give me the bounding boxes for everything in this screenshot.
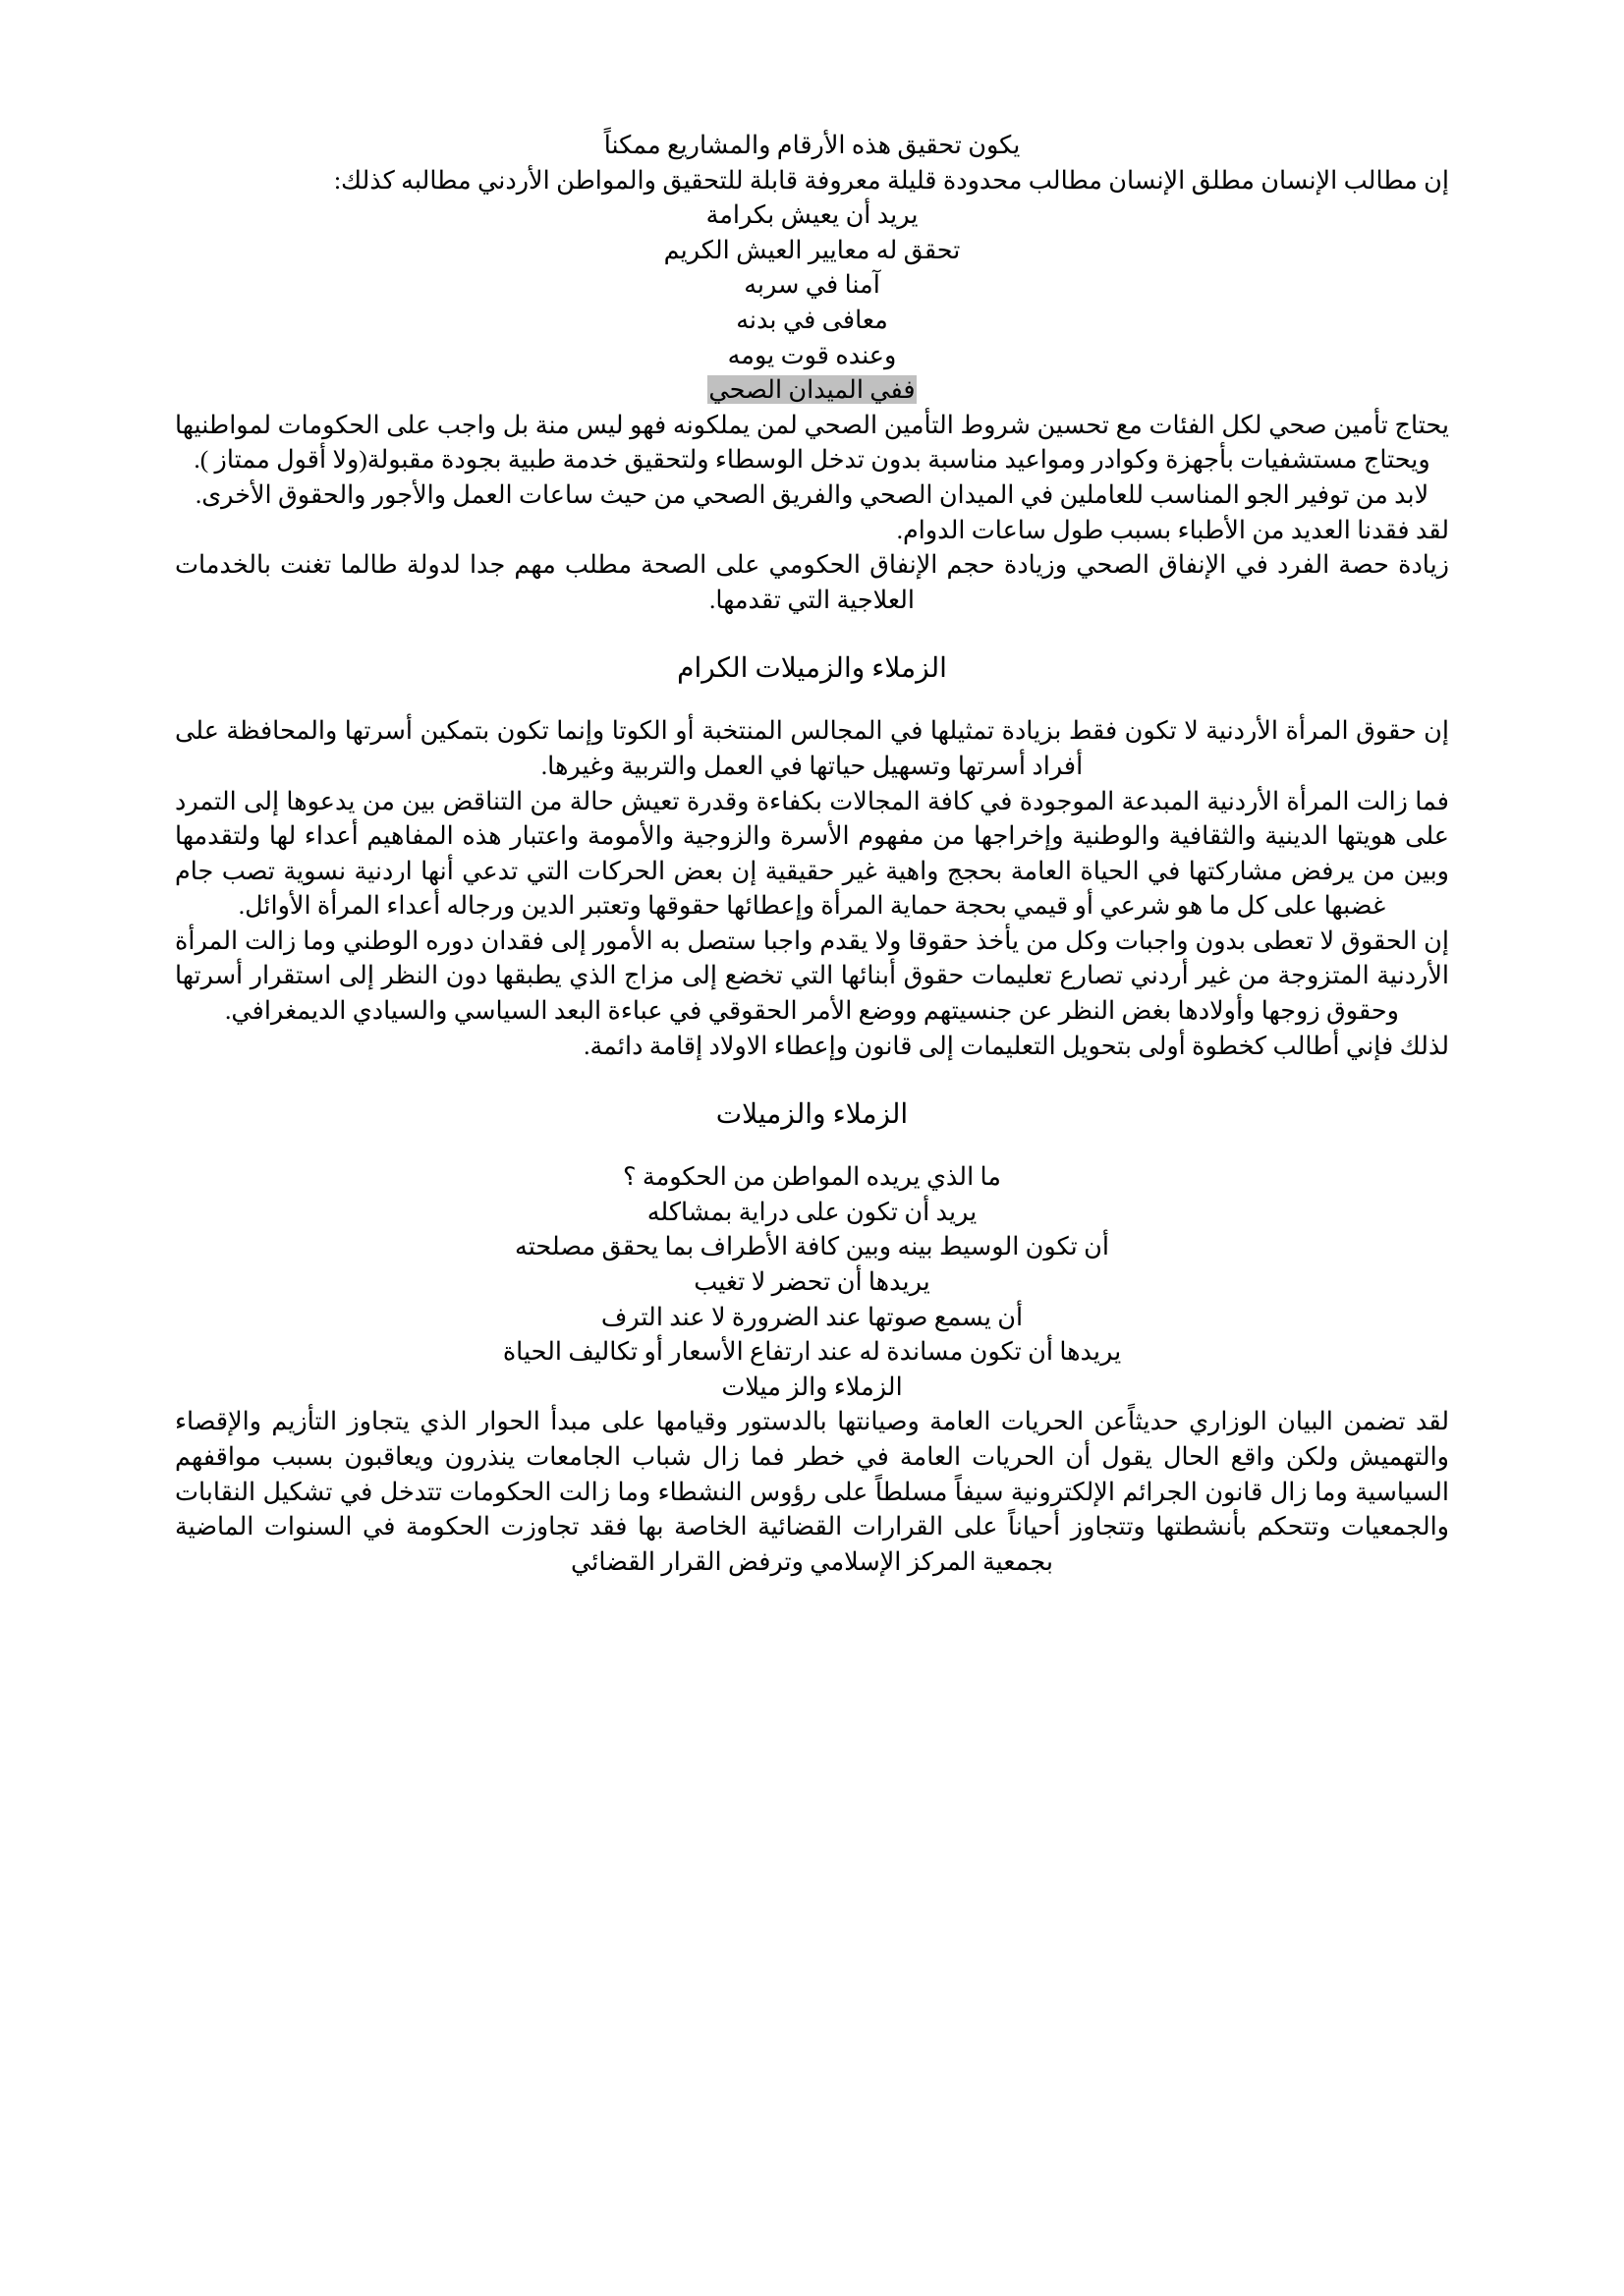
paragraph-8: إن الحقوق لا تعطى بدون واجبات وكل من يأخذ حقوقا ولا يقدم واجبا ستصل به الأمور إلى فقدان دوره الوطني وما زالت المرأة الأردنية المتزوجة من غير أردني تصارع تعليمات حقوق أبنائها التي تخضع إلى مزاج الذي يطبقها دون النظر إلى استقرار أسرتها وحقوق زوجها وأولادها بغض النظر عن جنسيتهم ووضع الأمر الحقوقي في عباءة البعد السياسي والسيادي الديمغرافي. bbox=[175, 925, 1449, 1026]
body-line-1: يكون تحقيق هذه الأرقام والمشاريع ممكناً bbox=[603, 131, 1021, 159]
body-line-2: الزملاء والز ميلات bbox=[721, 1372, 903, 1401]
highlighted-text: ففي الميدان الصحي bbox=[708, 375, 916, 405]
demand-item-1: يريد أن يعيش بكرامة bbox=[705, 200, 919, 230]
paragraph-3: لابد من توفير الجو المناسب للعاملين في الميدان الصحي والفريق الصحي من حيث ساعات العمل والأجور والحقوق الأخرى. bbox=[195, 479, 1429, 509]
spacer-after-heading-1 bbox=[175, 688, 1449, 713]
paragraph-4: لقد فقدنا العديد من الأطباء بسبب طول ساعات الدوام. bbox=[896, 515, 1449, 544]
spacer-after-heading-2 bbox=[175, 1134, 1449, 1159]
section-heading-colleagues: الزملاء والزميلات bbox=[715, 1099, 909, 1131]
citizen-question: ما الذي يريده المواطن من الحكومة ؟ bbox=[623, 1162, 1001, 1192]
spacer-before-heading-1 bbox=[175, 617, 1449, 650]
demand-item-4: معافى في بدنه bbox=[736, 305, 888, 334]
expectation-item-1: يريد أن تكون على دراية بمشاكله bbox=[646, 1197, 978, 1226]
highlighted-subheading-health bbox=[175, 372, 1449, 408]
paragraph-7: فما زالت المرأة الأردنية المبدعة الموجودة في كافة المجالات بكفاءة وقدرة تعيش حالة من التناقض بين من يدعوها إلى التمرد على هويتها الدينية والثقافية والوطنية وإخراجها من مفهوم الأسرة والزوجية والأمومة واعتبار هذه المفاهيم أعداء لها ولتقدمها وبين من يرفض مشاركتها في الحياة العامة بحجج واهية غير حقيقية إن بعض الحركات التي تدعي أنها اردنية نسوية تصب جام غضبها على كل ما هو شرعي أو قيمي بحجة حماية المرأة وإعطائها حقوقها وتعتبر الدين ورجاله أعداء المرأة الأوائل. bbox=[175, 786, 1449, 921]
paragraph-6: إن حقوق المرأة الأردنية لا تكون فقط بزيادة تمثيلها في المجالس المنتخبة أو الكوتا وإنما تكون بتمكين أسرتها والمحافظة على أفراد أسرتها وتسهيل حياتها في العمل والتربية وغيرها. bbox=[175, 716, 1449, 780]
expectation-item-4: أن يسمع صوتها عند الضرورة لا عند الترف bbox=[600, 1302, 1024, 1331]
paragraph-1: إن مطالب الإنسان مطلق الإنسان مطالب محدودة قليلة معروفة قابلة للتحقيق والمواطن الأردني مطالبه كذلك: bbox=[333, 165, 1449, 195]
paragraph-9: لذلك فإني أطالب كخطوة أولى بتحويل التعليمات إلى قانون وإعطاء الاولاد إقامة دائمة. bbox=[584, 1031, 1449, 1060]
paragraph-5: زيادة حصة الفرد في الإنفاق الصحي وزيادة حجم الإنفاق الحكومي على الصحة مطلب مهم جدا لدولة طالما تغنت بالخدمات العلاجية التي تقدمها. bbox=[175, 550, 1449, 614]
expectation-item-2: أن تكون الوسيط بينه وبين كافة الأطراف بما يحقق مصلحته bbox=[515, 1232, 1109, 1261]
document-content bbox=[175, 128, 1449, 1579]
demand-item-2: تحقق له معايير العيش الكريم bbox=[663, 235, 961, 264]
spacer-before-heading-2 bbox=[175, 1063, 1449, 1096]
demand-item-3: آمنا في سربه bbox=[744, 270, 880, 300]
paragraph-2: يحتاج تأمين صحي لكل الفئات مع تحسين شروط التأمين الصحي لمن يملكونه فهو ليس منة بل واجب على الحكومات لمواطنيها ويحتاج مستشفيات بأجهزة وكوادر ومواعيد مناسبة بدون تدخل الوسطاء ولتحقيق خدمة طبية بجودة مقبولة(ولا أقول ممتاز ). bbox=[175, 410, 1449, 475]
expectation-item-3: يريدها أن تحضر لا تغيب bbox=[694, 1267, 930, 1297]
expectation-item-5: يريدها أن تكون مساندة له عند ارتفاع الأسعار أو تكاليف الحياة bbox=[502, 1337, 1122, 1367]
demand-item-5: وعنده قوت يومه bbox=[727, 340, 897, 369]
section-heading-colleagues-honorable: الزملاء والزميلات الكرام bbox=[677, 653, 947, 685]
paragraph-10: لقد تضمن البيان الوزاري حديثاًعن الحريات العامة وصيانتها بالدستور وقيامها على مبدأ الحوار الذي يتجاوز التأزيم والإقصاء والتهميش ولكن واقع الحال يقول أن الحريات العامة في خطر فما زال شباب الجامعات ينذرون ويعاقبون بسبب مواقفهم السياسية وما زال قانون الجرائم الإلكترونية سيفاً مسلطاً على رؤوس النشطاء وما زالت الحكومات تتدخل في تشكيل النقابات والجمعيات وتتحكم بأنشطتها وتتجاوز أحياناً على القرارات القضائية الخاصة بها فقد تجاوزت الحكومة في السنوات الماضية بجمعية المركز الإسلامي وترفض القرار القضائي bbox=[175, 1407, 1449, 1576]
